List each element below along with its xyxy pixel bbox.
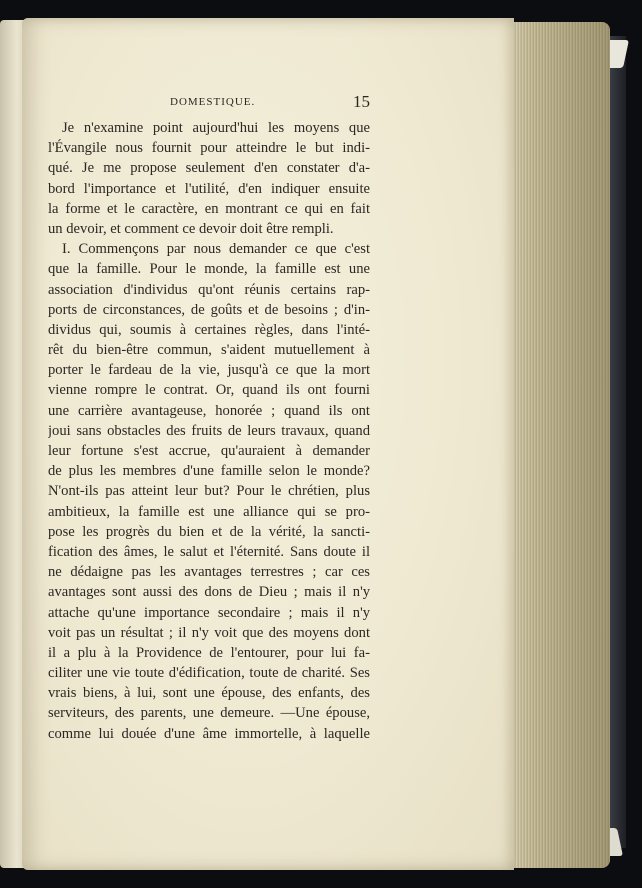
text-line: attache qu'une importance secondaire ; mais il n'y	[48, 604, 370, 621]
text-line: de plus les membres d'une famille selon le monde?	[48, 463, 370, 480]
text-line: un devoir, et comment ce devoir doit être rempli.	[48, 220, 334, 237]
text-line: pose les progrès du bien et de la vérité, la sancti-	[48, 523, 370, 540]
page-number: 15	[353, 92, 370, 111]
page-header	[48, 92, 370, 114]
text-line: serviteurs, des parents, une demeure. —Une épouse,	[48, 705, 370, 722]
text-line: que la famille. Pour le monde, la famille est une	[48, 261, 370, 278]
text-line: I. Commençons par nous demander ce que c'est	[62, 241, 370, 258]
body-text	[48, 118, 370, 744]
text-line: association d'individus qu'ont réunis certains rap-	[48, 281, 370, 298]
text-line: ciliter une vie toute d'édification, toute de charité. Ses	[48, 665, 370, 682]
text-line: la forme et le caractère, en montrant ce qui en fait	[48, 200, 370, 217]
text-line: une carrière avantageuse, honorée ; quand ils ont	[48, 402, 370, 419]
text-line: fication des âmes, le salut et l'éternité. Sans doute il	[48, 543, 370, 560]
text-line: qué. Je me propose seulement d'en constater d'a-	[48, 160, 370, 177]
text-line: avantages sont aussi des dons de Dieu ; mais il n'y	[48, 584, 370, 601]
text-line: dividus qui, soumis à certaines règles, dans l'inté-	[48, 321, 370, 338]
text-line: bord l'importance et l'utilité, d'en indiquer ensuite	[48, 180, 370, 197]
text-line: il a plu à la Providence de l'entourer, pour lui fa-	[48, 644, 370, 661]
text-line: voit pas un résultat ; il n'y voit que des moyens dont	[48, 624, 370, 641]
text-line: rêt du bien-être commun, s'aident mutuellement à	[48, 342, 370, 359]
text-line: l'Évangile nous fournit pour atteindre le but indi-	[48, 140, 370, 157]
text-line: ambitieux, la famille est une alliance qui se pro-	[48, 503, 370, 520]
text-line: comme lui douée d'une âme immortelle, à laquelle	[48, 725, 370, 742]
book-fore-edge	[506, 22, 610, 868]
text-line: joui sans obstacles des fruits de leurs travaux, quand	[48, 422, 370, 439]
text-line: leur fortune s'est accrue, qu'auraient à demander	[48, 443, 370, 459]
text-line: vienne rompre le contrat. Or, quand ils ont fourni	[48, 382, 370, 399]
text-line: Je n'examine point aujourd'hui les moyens que	[62, 120, 370, 136]
running-head: DOMESTIQUE.	[170, 96, 256, 108]
text-line: N'ont-ils pas atteint leur but? Pour le chrétien, plus	[48, 483, 370, 500]
text-line: porter le fardeau de la vie, jusqu'à ce que la mort	[48, 362, 370, 379]
text-line: vrais biens, à lui, sont une épouse, des enfants, des	[48, 685, 370, 702]
text-line: ne dédaigne pas les avantages terrestres ; car ces	[48, 564, 370, 581]
text-line: ports de circonstances, de goûts et de besoins ; d'in-	[48, 301, 370, 318]
